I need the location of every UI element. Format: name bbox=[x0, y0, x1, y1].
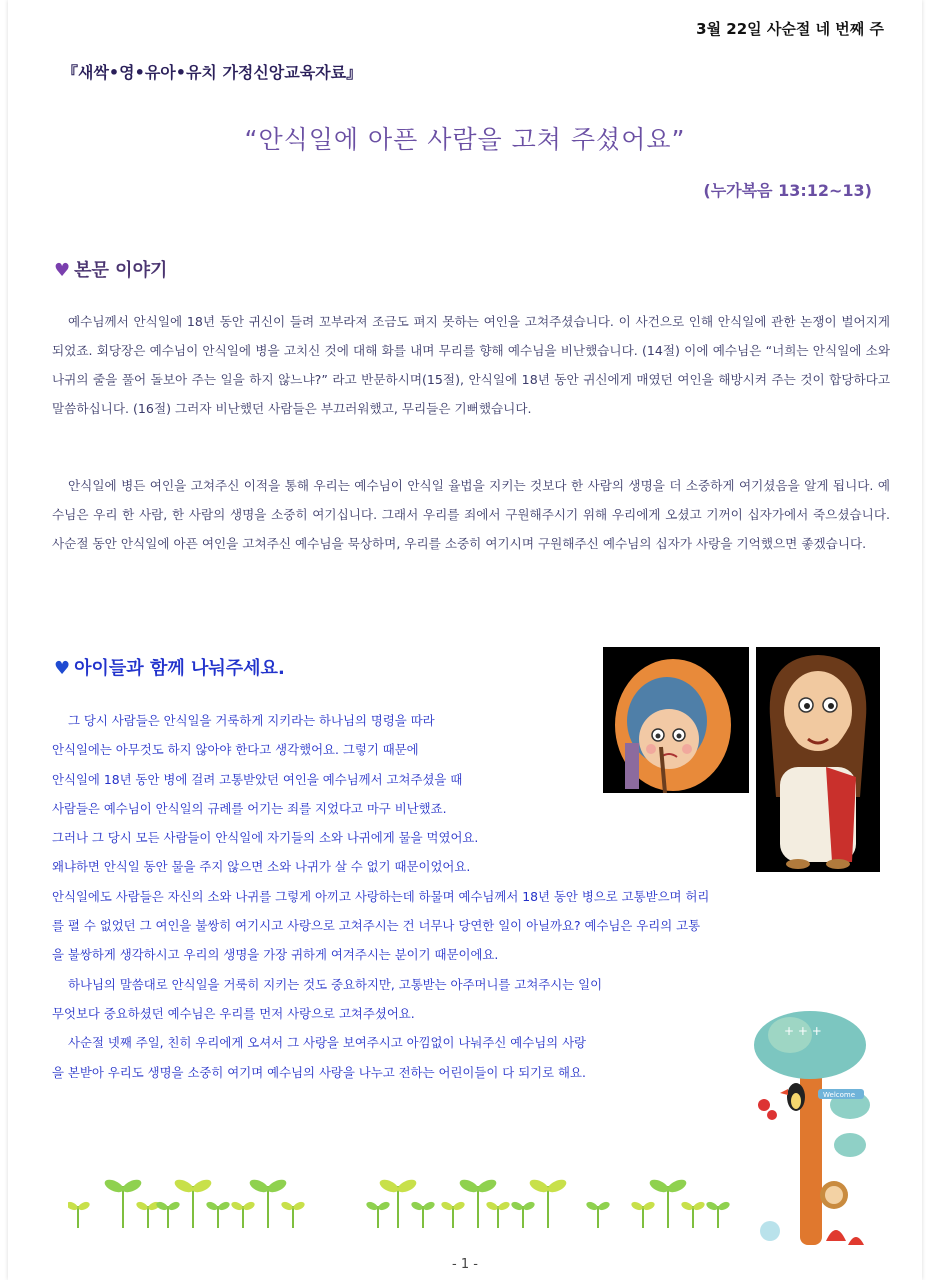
sprout-icon bbox=[585, 1200, 611, 1228]
date-header: 3월 22일 사순절 네 번째 주 bbox=[696, 20, 884, 38]
svg-text:+ + +: + + + bbox=[784, 1024, 822, 1038]
sprout-icon bbox=[680, 1200, 706, 1228]
sprout-icon bbox=[205, 1200, 231, 1228]
purple-heart-icon: ♥ bbox=[54, 260, 71, 281]
sprout-icon bbox=[248, 1177, 288, 1228]
share-line: 그 당시 사람들은 안식일을 거룩하게 지키라는 하나님의 명령을 따라 bbox=[68, 713, 435, 728]
share-line: 를 펼 수 없었던 그 여인을 불쌍히 여기시고 사랑으로 고쳐주시는 건 너무나 당연한 일이 아닐까요? 예수님은 우리의 고통 bbox=[52, 918, 701, 934]
sprout-icon bbox=[648, 1177, 688, 1228]
sprout-icon bbox=[103, 1177, 143, 1228]
blue-heart-icon: ♥ bbox=[54, 658, 71, 679]
sprout-icon bbox=[173, 1177, 213, 1228]
share-line: 을 불쌍하게 생각하시고 우리의 생명을 가장 귀하게 여겨주시는 분이기 때문이에요. bbox=[52, 947, 499, 963]
sprout-icon bbox=[485, 1200, 511, 1228]
sprout-icon bbox=[68, 1200, 91, 1228]
sprout-icon bbox=[230, 1200, 256, 1228]
sprout-icon bbox=[630, 1200, 656, 1228]
sprout-icon bbox=[365, 1200, 391, 1228]
page-title: “안식일에 아픈 사람을 고쳐 주셨어요” bbox=[244, 125, 686, 154]
sprout-icon bbox=[280, 1200, 306, 1228]
welcome-tree-illustration bbox=[750, 1005, 880, 1259]
share-line: 사람들은 예수님이 안식일의 규례를 어기는 죄를 지었다고 마구 비난했죠. bbox=[52, 800, 447, 816]
section-heading-story-label: 본문 이야기 bbox=[74, 260, 168, 281]
sprout-icon bbox=[410, 1200, 436, 1228]
share-line: 왜냐하면 안식일 동안 물을 주지 않으면 소와 나귀가 살 수 없기 때문이었어요. bbox=[52, 859, 471, 875]
story-paragraph-1: 예수님께서 안식일에 18년 동안 귀신이 들려 꼬부라져 조금도 펴지 못하는 여인을 고쳐주셨습니다. 이 사건으로 인해 안식일에 관한 논쟁이 벌어지게 되었죠. 회당장은 예수님이 안식일에 병을 고치신 것에 대해 화를 내며 무리를 향해 예수님을 비난했습니다. (14절) 이에 예수님은 “너희는 안식일에 소와 나귀의 줄을 풀어 돌보아 주는 일을 하지 않느냐?” 라고 반문하시며(15절), 안식일에 18년 동안 귀신에게 매였던 여인을 해방시켜 주는 것이 합당하다고 말씀하십니다. (16절) 그러자 비난했던 사람들은 부끄러워했고, 무리들은 기뻐했습니다. bbox=[52, 314, 890, 416]
sprouts-border bbox=[68, 1170, 748, 1234]
scripture-reference: (누가복음 13:12~13) bbox=[703, 181, 872, 200]
share-line: 무엇보다 중요하셨던 예수님은 우리를 먼저 사랑으로 고쳐주셨어요. bbox=[52, 1005, 415, 1021]
section-heading-share-label: 아이들과 함께 나눠주세요. bbox=[74, 658, 285, 679]
tree-sign-text: Welcome bbox=[823, 1091, 856, 1099]
sprout-icon bbox=[155, 1200, 181, 1228]
story-paragraph-2: 안식일에 병든 여인을 고쳐주신 이적을 통해 우리는 예수님이 안식일 율법을 지키는 것보다 한 사람의 생명을 더 소중하게 여기셨음을 알게 됩니다. 예수님은 우리 한 사람, 한 사람의 생명을 소중히 여기십니다. 그래서 우리를 죄에서 구원해주시기 위해 우리에게 오셨고 기꺼이 십자가에서 죽으셨습니다. 사순절 동안 안식일에 아픈 여인을 고쳐주신 예수님을 묵상하며, 우리를 소중히 여기시며 구원해주신 예수님의 십자가 사랑을 기억했으면 좋겠습니다. bbox=[52, 478, 890, 551]
page-number: - 1 - bbox=[452, 1257, 478, 1272]
sprout-icon bbox=[510, 1200, 536, 1228]
sprout-icon bbox=[440, 1200, 466, 1228]
section-heading-share bbox=[54, 654, 285, 680]
sprout-icon bbox=[528, 1177, 568, 1228]
document-page bbox=[8, 0, 922, 1280]
share-line: 안식일에도 사람들은 자신의 소와 나귀를 그렇게 아끼고 사랑하는데 하물며 예수님께서 18년 동안 병으로 고통받으며 허리 bbox=[52, 888, 710, 904]
share-line: 안식일에는 아무것도 하지 않아야 한다고 생각했어요. 그렇기 때문에 bbox=[52, 742, 419, 758]
share-line: 그러나 그 당시 모든 사람들이 안식일에 자기들의 소와 나귀에게 물을 먹였어요. bbox=[52, 830, 479, 846]
share-line: 사순절 넷째 주일, 친히 우리에게 오셔서 그 사랑을 보여주시고 아낌없이 나눠주신 예수님의 사랑 bbox=[68, 1035, 587, 1051]
sprout-icon bbox=[705, 1200, 731, 1228]
share-line: 하나님의 말씀대로 안식일을 거룩히 지키는 것도 중요하지만, 고통받는 아주머니를 고쳐주시는 일이 bbox=[68, 976, 603, 992]
series-title: 『새싹•영•유아•유치 가정신앙교육자료』 bbox=[62, 63, 363, 82]
share-line: 을 본받아 우리도 생명을 소중히 여기며 예수님의 사랑을 나누고 전하는 어린이들이 다 되기로 해요. bbox=[52, 1064, 586, 1080]
section-heading-story bbox=[54, 256, 167, 282]
share-line: 안식일에 18년 동안 병에 걸려 고통받았던 여인을 예수님께서 고쳐주셨을 때 bbox=[52, 771, 463, 787]
